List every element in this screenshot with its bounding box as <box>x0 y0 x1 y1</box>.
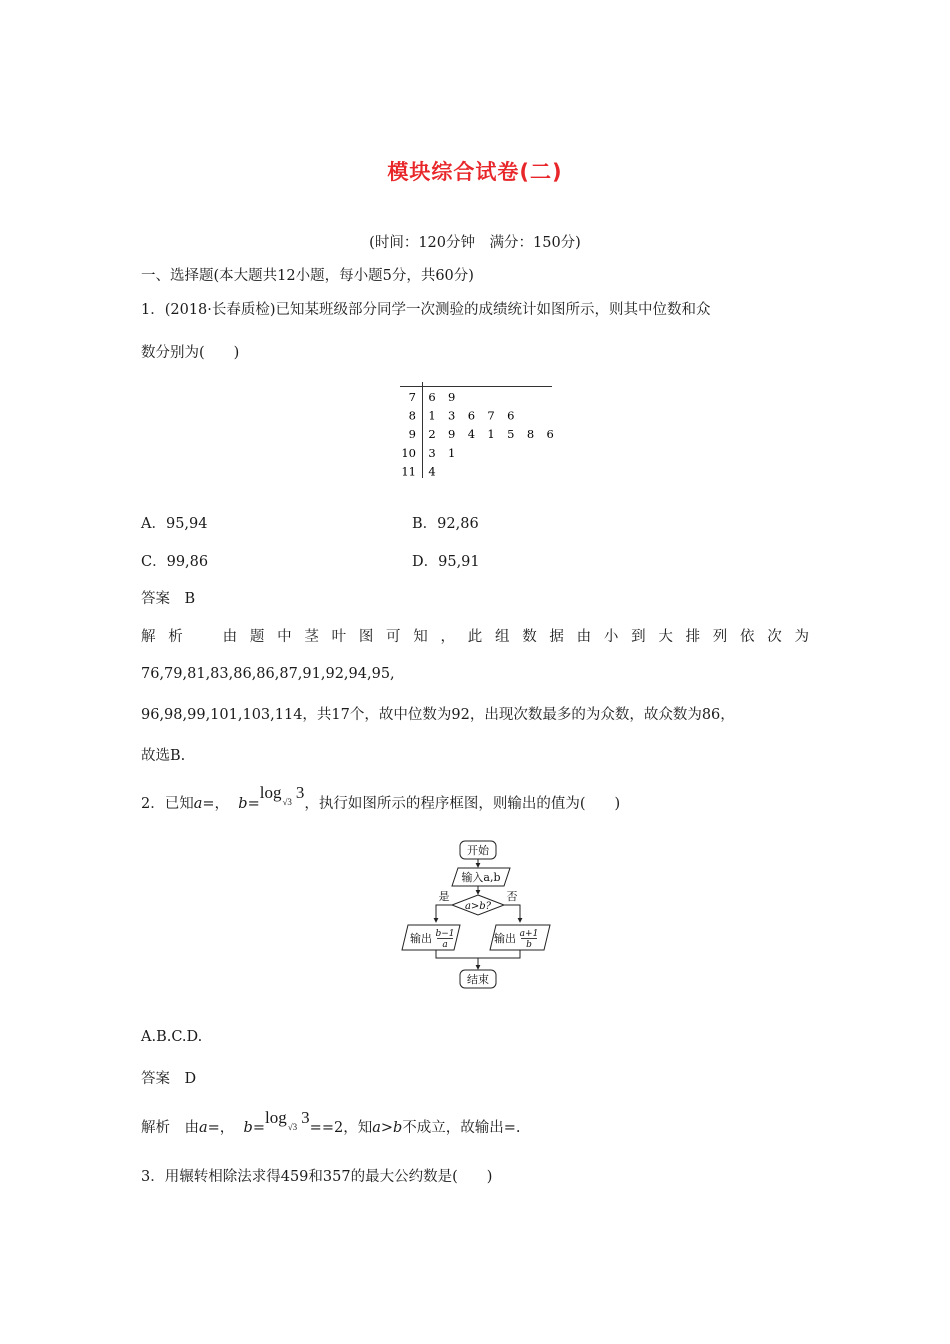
leaf-value: 1 <box>487 427 495 442</box>
q1-analysis-line2: 76,79,81,83,86,86,87,91,92,94,95, <box>141 666 395 682</box>
section-heading: 一、选择题(本大题共12小题，每小题5分，共60分) <box>141 268 474 284</box>
leaf-value: 4 <box>428 464 436 479</box>
leaf-value: 6 <box>546 427 554 442</box>
leaf-value: 1 <box>448 445 456 460</box>
q2-stem: 2．已知a=， $b=\log_{√3}$ 3，执行如图所示的程序框图，则输出的值为( ) <box>141 783 621 812</box>
flow-input-label: 输入a,b <box>461 871 501 884</box>
leaf-value: 6 <box>428 390 436 404</box>
q1-analysis-line4: 故选B. <box>141 748 186 764</box>
q3-stem: 3．用辗转相除法求得459和357的最大公约数是( ) <box>141 1169 493 1185</box>
leaf-value: 1 <box>428 408 436 423</box>
leaf-value: 3 <box>448 408 456 423</box>
stem-leaf-plot <box>395 382 565 482</box>
log-expression: $\log_{√3} 3$ <box>259 783 305 807</box>
flow-start-label: 开始 <box>467 844 489 857</box>
leaf-value: 9 <box>448 427 456 442</box>
flow-output-left-numerator: b−1 <box>435 929 455 939</box>
stem-value: 7 <box>408 390 416 404</box>
q1-option-d: D．95,91 <box>412 554 480 570</box>
leaf-value: 9 <box>448 390 456 404</box>
page-title: 模块综合试卷(二) <box>387 160 563 184</box>
q1-answer: 答案 B <box>141 591 196 607</box>
flow-output-left-denominator: a <box>442 940 448 950</box>
flow-end-label: 结束 <box>467 973 489 986</box>
leaf-value: 5 <box>507 427 515 442</box>
q2-options: A.B.C.D. <box>141 1029 203 1045</box>
q1-stem-line1: 1．(2018·长春质检)已知某班级部分同学一次测验的成绩统计如图所示，则其中位数和众 <box>141 302 711 318</box>
analysis-log-expression: $\log_{√3} 3$ <box>264 1108 310 1132</box>
leaf-value: 8 <box>526 427 535 442</box>
q2-analysis: 解析 由a=， $b=\log_{√3}$ 3==2，知a>b不成立，故输出=. <box>141 1108 521 1136</box>
leaf-value: 6 <box>507 408 515 423</box>
leaf-value: 3 <box>428 445 436 460</box>
flowchart <box>398 838 558 993</box>
exam-info: (时间：120分钟 满分：150分) <box>369 235 581 251</box>
leaf-value: 4 <box>467 427 476 442</box>
stem-value: 10 <box>401 445 416 460</box>
q1-stem-line2: 数分别为( ) <box>141 345 240 361</box>
q1-option-c: C．99,86 <box>141 554 209 570</box>
flow-output-right-denominator: b <box>526 940 532 950</box>
stem-value: 9 <box>408 427 416 442</box>
q1-analysis-line3: 96,98,99,101,103,114，共17个，故中位数为92，出现次数最多的为众数，故众数为86， <box>141 707 735 723</box>
q1-analysis-line1: 解析 由题中茎叶图可知，此组数据由小到大排列依次为 <box>141 629 809 645</box>
flow-condition-label: a>b? <box>464 901 492 912</box>
leaf-value: 6 <box>467 408 476 423</box>
leaf-value: 2 <box>428 427 436 442</box>
leaf-value: 7 <box>487 408 495 423</box>
flow-output-right-label: 输出 <box>494 932 516 945</box>
flow-output-left-label: 输出 <box>410 932 432 945</box>
q2-answer: 答案 D <box>141 1071 197 1087</box>
q1-option-a: A．95,94 <box>141 516 208 532</box>
flow-yes-label: 是 <box>438 890 450 903</box>
flow-no-label: 否 <box>506 890 518 903</box>
q1-option-b: B．92,86 <box>412 516 479 532</box>
stem-value: 11 <box>401 464 416 479</box>
stem-value: 8 <box>408 408 416 423</box>
flow-output-right-numerator: a+1 <box>519 929 539 939</box>
